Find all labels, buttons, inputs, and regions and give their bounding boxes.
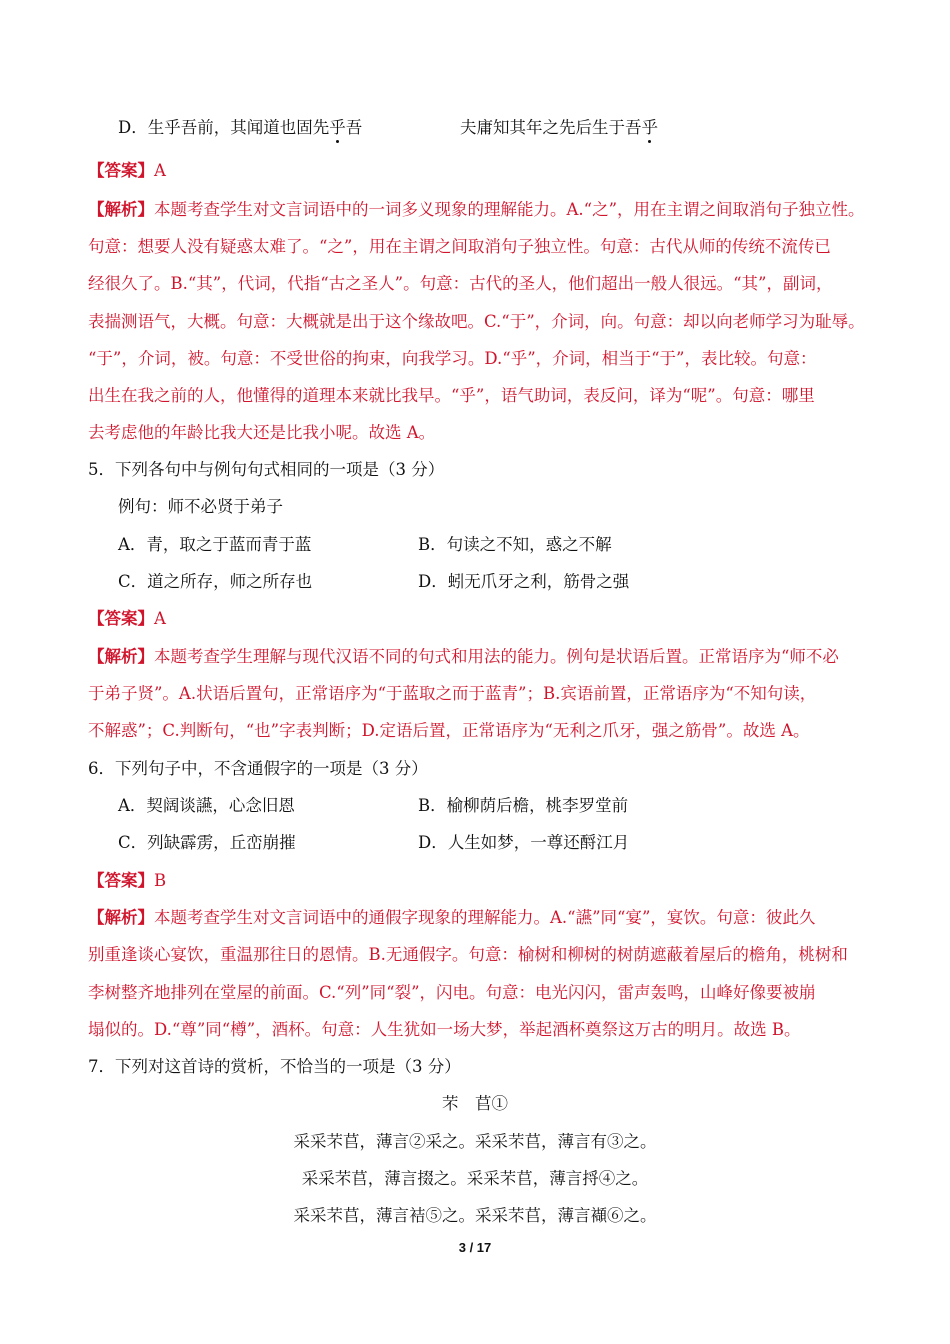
- page-number: 3 / 17: [458, 1240, 492, 1255]
- poem-line: 采采芣苢，薄言袺⑤之。采采芣苢，薄言襭⑥之。: [293, 1206, 657, 1225]
- q4-analysis-line: “于”，介词，被。句意：不受世俗的拘束，向我学习。D.“乎”，介词，相当于“于”，表比较。句意：: [88, 349, 817, 368]
- poem-line: 采采芣苢，薄言掇之。采采芣苢，薄言捋④之。: [301, 1169, 649, 1188]
- q4-analysis-line: 【解析】本题考查学生对文言词语中的一词多义现象的理解能力。A.“之”，用在主谓之间取消句子独立性。: [88, 200, 865, 219]
- q4-analysis-line: 经很久了。B.“其”，代词，代指“古之圣人”。句意：古代的圣人，他们超出一般人很远。“其”，副词，: [88, 274, 833, 293]
- q4-analysis-line: 表揣测语气，大概。句意：大概就是出于这个缘故吧。C.“于”，介词，向。句意：却以向老师学习为耻辱。: [88, 312, 865, 331]
- q5-option-c: C．道之所存，师之所存也: [118, 572, 313, 591]
- q5-options-row-2: [118, 570, 908, 594]
- q6-analysis-line: 别重逢谈心宴饮，重温那往日的恩情。B.无通假字。句意：榆树和柳树的树荫遮蔽着屋后的檐角，桃树和: [88, 945, 848, 964]
- poem-line: 采采芣苢，薄言②采之。采采芣苢，薄言有③之。: [293, 1132, 657, 1151]
- q6-analysis-line: 塌似的。D.“尊”同“樽”，酒杯。句意：人生犹如一场大梦，举起酒杯奠祭这万古的明月。故选 B。: [88, 1020, 801, 1039]
- q4-answer: 【答案】A: [88, 161, 166, 180]
- q5-option-a: A．青，取之于蓝而青于蓝: [118, 535, 312, 554]
- q5-analysis-line: 于弟子贤”。A.状语后置句，正常语序为“于蓝取之而于蓝青”；B.宾语前置，正常语序为“不知句读，: [88, 684, 817, 703]
- q6-option-a: A．契阔谈讌，心念旧恩: [118, 796, 295, 815]
- q5-example: 例句：师不必贤于弟子: [118, 497, 283, 516]
- q7-stem: 7．下列对这首诗的赏析，不恰当的一项是（3 分）: [88, 1057, 461, 1076]
- q5-option-d: D．蚓无爪牙之利，筋骨之强: [418, 572, 630, 591]
- q4-option-d: [118, 116, 908, 140]
- q4-analysis-line: 出生在我之前的人，他懂得的道理本来就比我早。“乎”，语气助词，表反问，译为“呢”。句意：哪里: [88, 386, 815, 405]
- poem-title: 芣 苢①: [442, 1094, 508, 1113]
- q6-analysis-line: 【解析】本题考查学生对文言词语中的通假字现象的理解能力。A.“讌”同“宴”，宴饮。句意：彼此久: [88, 908, 816, 927]
- q6-analysis-line: 李树整齐地排列在堂屋的前面。C.“列”同“裂”，闪电。句意：电光闪闪，雷声轰鸣，山峰好像要被崩: [88, 983, 816, 1002]
- q4-analysis-line: 句意：想要人没有疑惑太难了。“之”，用在主谓之间取消句子独立性。句意：古代从师的传统不流传已: [88, 237, 831, 256]
- q4-analysis-line: 去考虑他的年龄比我大还是比我小呢。故选 A。: [88, 423, 436, 442]
- q6-options-row-1: [118, 794, 908, 818]
- q6-options-row-2: [118, 831, 908, 855]
- q5-analysis-line: 【解析】本题考查学生理解与现代汉语不同的句式和用法的能力。例句是状语后置。正常语序为“师不必: [88, 647, 839, 666]
- q5-stem: 5．下列各句中与例句句式相同的一项是（3 分）: [88, 460, 445, 479]
- q6-stem: 6．下列句子中，不含通假字的一项是（3 分）: [88, 759, 428, 778]
- q6-option-b: B．榆柳荫后檐，桃李罗堂前: [418, 796, 629, 815]
- q5-analysis-line: 不解惑”；C.判断句，“也”字表判断；D.定语后置，正常语序为“无利之爪牙，强之筋骨”。故选 A。: [88, 721, 810, 740]
- q6-answer: 【答案】B: [88, 871, 167, 890]
- q5-answer: 【答案】A: [88, 609, 166, 628]
- q4-option-d-left: D．生乎吾前，其闻道也固先乎吾: [118, 118, 363, 137]
- q5-option-b: B．句读之不知，惑之不解: [418, 535, 612, 554]
- q6-option-d: D．人生如梦，一尊还酹江月: [418, 833, 630, 852]
- q6-option-c: C．列缺霹雳，丘峦崩摧: [118, 833, 296, 852]
- q5-options-row-1: [118, 533, 908, 557]
- q4-option-d-right: 夫庸知其年之先后生于吾乎: [460, 118, 658, 137]
